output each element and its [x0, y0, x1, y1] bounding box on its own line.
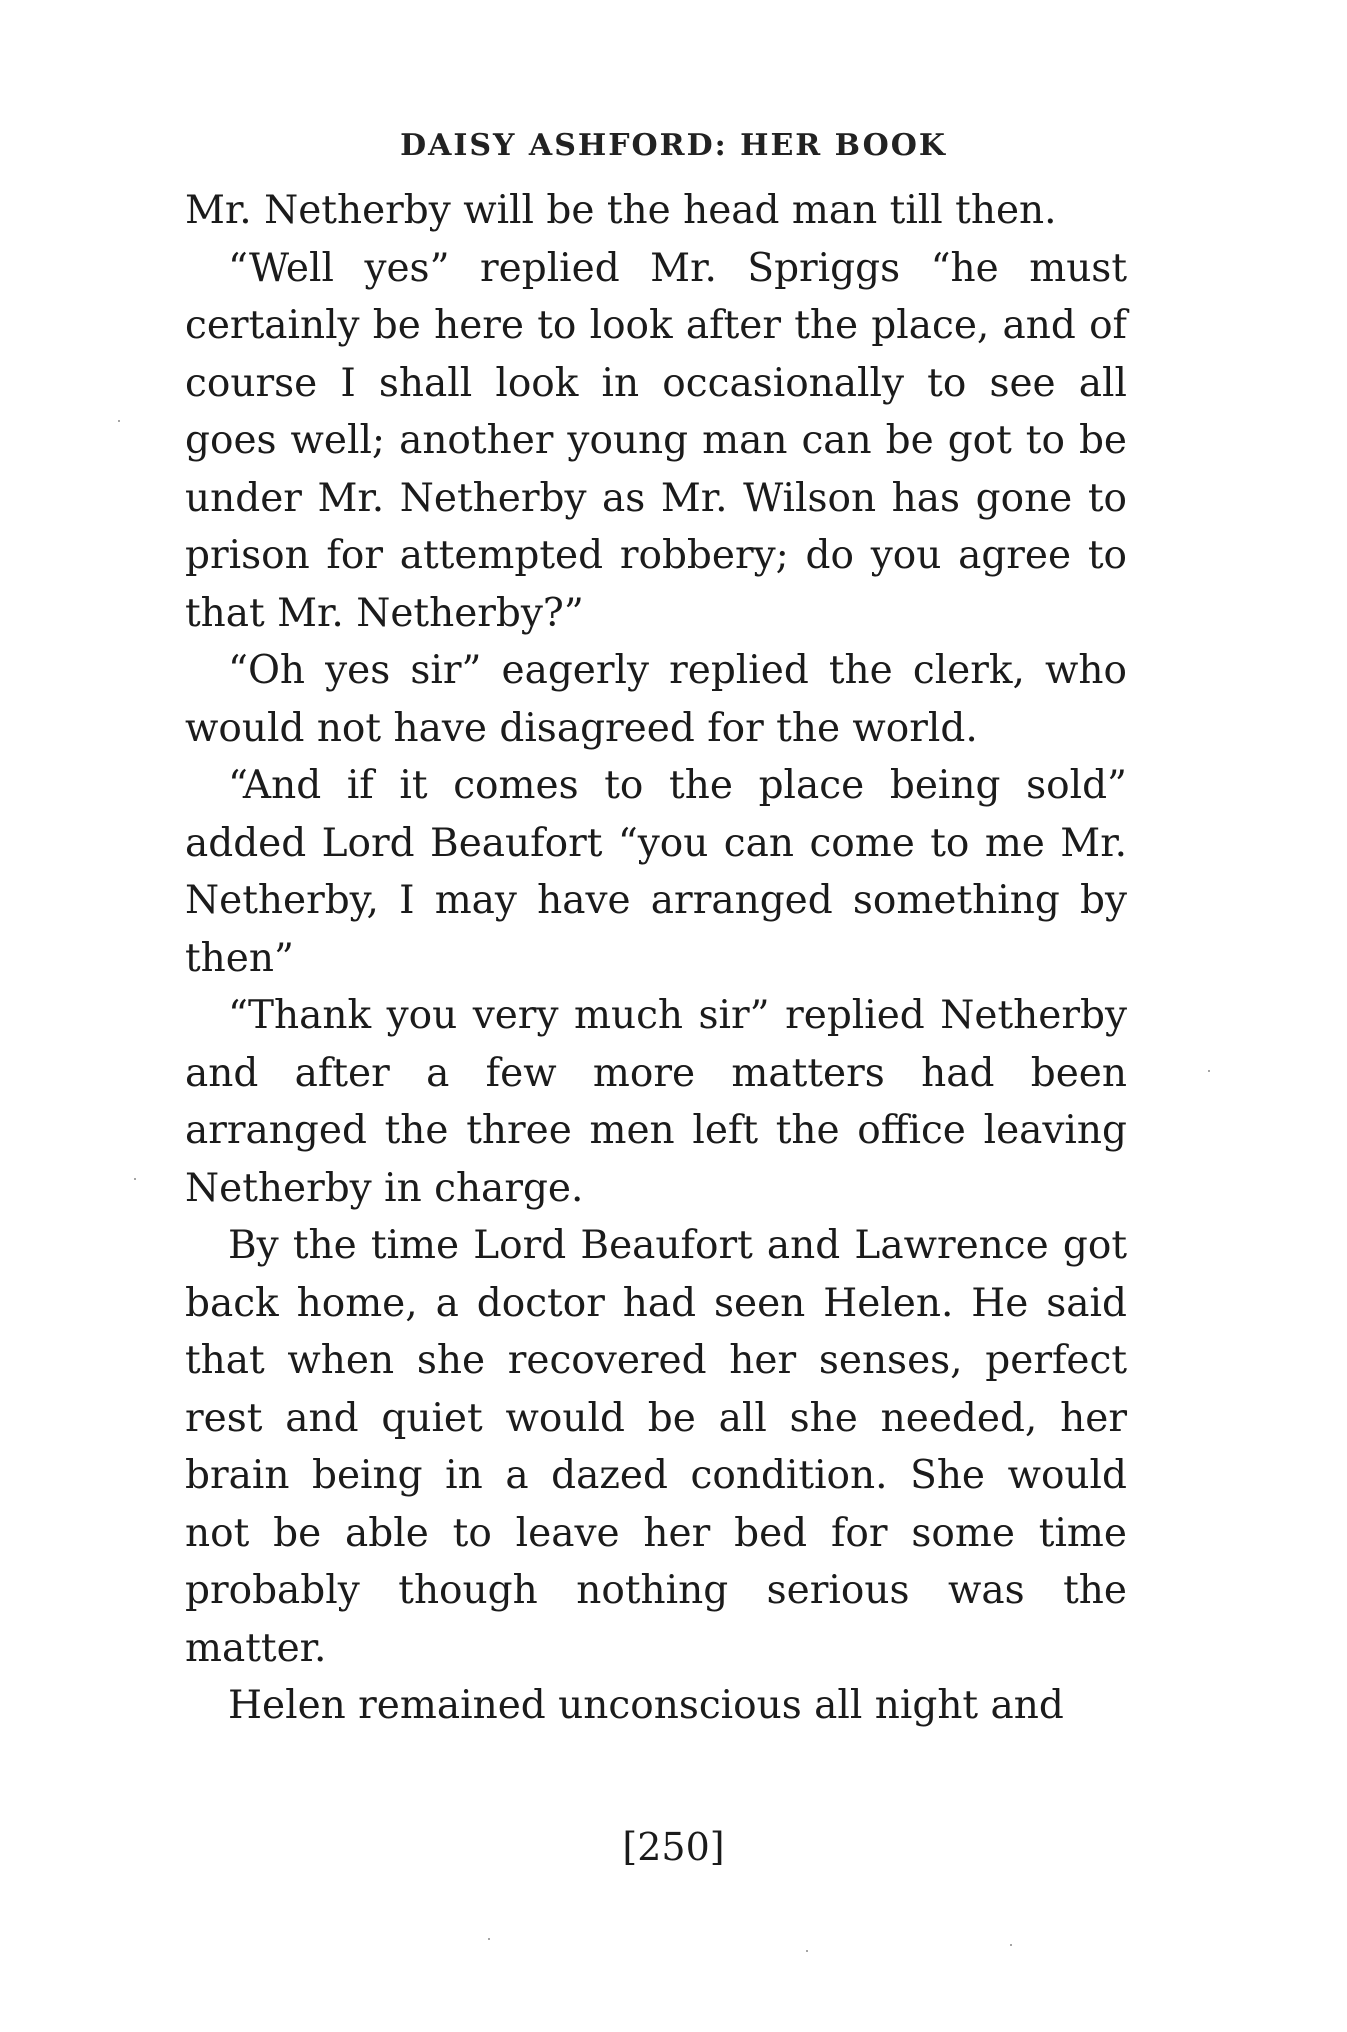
- paragraph: “Oh yes sir” eagerly replied the clerk, who would not have disagreed for the world.: [185, 648, 1127, 751]
- paragraph: “Well yes” replied Mr. Spriggs “he must certainly be here to look after the place, and of course I shall look in occasionally to see all goes well; another young man can be got to be under Mr. Netherby as Mr. Wilson has gone to prison for attempted robbery; do you agree to that Mr. Netherby?”: [185, 245, 1127, 636]
- paragraph: “Thank you very much sir” replied Netherby and after a few more matters had been arranged the three men left the office leaving Netherby in charge.: [185, 993, 1127, 1211]
- scan-speck: [134, 1178, 136, 1180]
- running-head: DAISY ASHFORD: HER BOOK: [400, 128, 947, 163]
- paragraph: By the time Lord Beaufort and Lawrence got back home, a doctor had seen Helen. He said that when she recovered her senses, perfect rest and quiet would be all she needed, her brain being in a dazed condition. She would not be able to leave her bed for some time probably though nothing serious was the matter.: [185, 1223, 1127, 1671]
- page-number: [250]: [622, 1825, 725, 1869]
- scan-speck: [1208, 1070, 1210, 1072]
- scan-speck: [806, 1950, 808, 1952]
- scan-speck: [1010, 1944, 1012, 1946]
- scan-speck: [118, 420, 120, 422]
- paragraph: “And if it comes to the place being sold” added Lord Beaufort “you can come to me Mr. Netherby, I may have arranged something by then”: [185, 763, 1127, 981]
- body-text: [185, 182, 1127, 1735]
- paragraph: Helen remained unconscious all night and: [228, 1683, 1064, 1728]
- scan-speck: [488, 1938, 490, 1940]
- paragraph: Mr. Netherby will be the head man till then.: [185, 188, 1057, 233]
